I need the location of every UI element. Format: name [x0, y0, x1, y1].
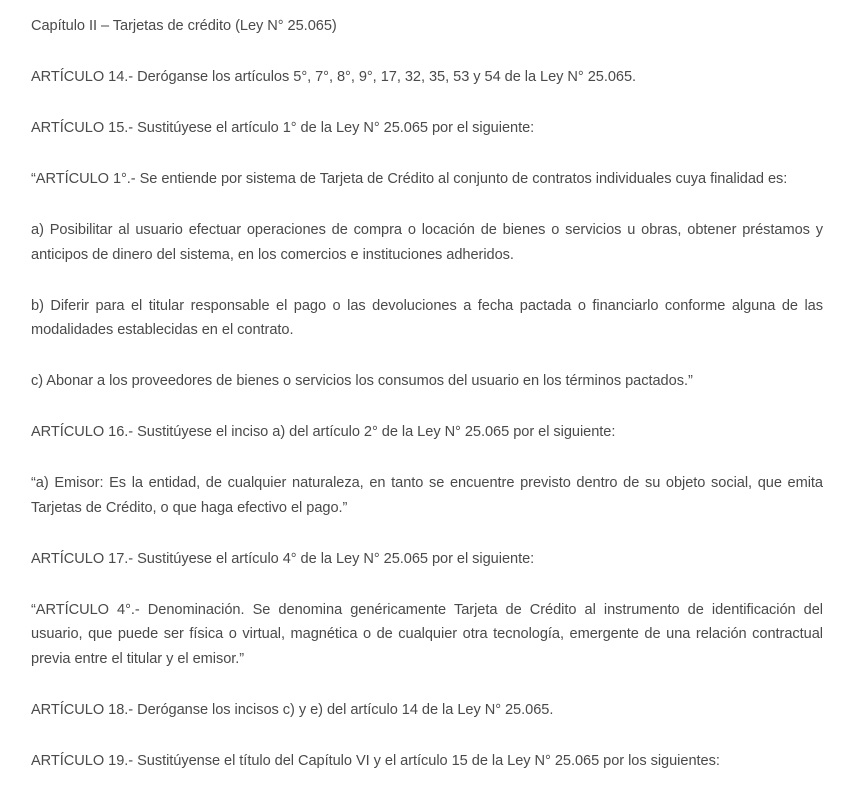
- paragraph-emisor-quote: “a) Emisor: Es la entidad, de cualquier naturaleza, en tanto se encuentre previsto dentro de su objeto social, que emita Tarjetas de Crédito, o que haga efectivo el pago.”: [31, 475, 823, 516]
- paragraph-article-17: ARTÍCULO 17.- Sustitúyese el artículo 4° de la Ley N° 25.065 por el siguiente:: [31, 550, 535, 567]
- document-body: [31, 14, 823, 800]
- paragraph-article-4-quote: “ARTÍCULO 4°.- Denominación. Se denomina genéricamente Tarjeta de Crédito al instrumento de identificación del usuario, que puede ser física o virtual, magnética o de cualquier otra tecnología, emergente de una relación contractual previa entre el titular y el emisor.”: [31, 601, 823, 667]
- paragraph-article-19: ARTÍCULO 19.- Sustitúyense el título del Capítulo VI y el artículo 15 de la Ley N° 25.065 por los siguientes:: [31, 752, 720, 769]
- paragraph-item-a: a) Posibilitar al usuario efectuar operaciones de compra o locación de bienes o servicios u obras, obtener préstamos y anticipos de dinero del sistema, en los comercios e instituciones adheridos.: [31, 222, 823, 263]
- paragraph-item-c: c) Abonar a los proveedores de bienes o servicios los consumos del usuario en los términos pactados.”: [31, 373, 693, 389]
- paragraph-article-18: ARTÍCULO 18.- Deróganse los incisos c) y e) del artículo 14 de la Ley N° 25.065.: [31, 701, 554, 718]
- chapter-heading: Capítulo II – Tarjetas de crédito (Ley N° 25.065): [31, 18, 337, 34]
- paragraph-article-14: ARTÍCULO 14.- Deróganse los artículos 5°, 7°, 8°, 9°, 17, 32, 35, 53 y 54 de la Ley N° 25.065.: [31, 69, 637, 85]
- paragraph-article-15: ARTÍCULO 15.- Sustitúyese el artículo 1° de la Ley N° 25.065 por el siguiente:: [31, 120, 535, 136]
- paragraph-article-1-quote: “ARTÍCULO 1°.- Se entiende por sistema de Tarjeta de Crédito al conjunto de contratos individuales cuya finalidad es:: [31, 171, 788, 187]
- paragraph-article-16: ARTÍCULO 16.- Sustitúyese el inciso a) del artículo 2° de la Ley N° 25.065 por el siguiente:: [31, 424, 616, 440]
- paragraph-item-b: b) Diferir para el titular responsable el pago o las devoluciones a fecha pactada o financiarlo conforme alguna de las modalidades establecidas en el contrato.: [31, 297, 823, 338]
